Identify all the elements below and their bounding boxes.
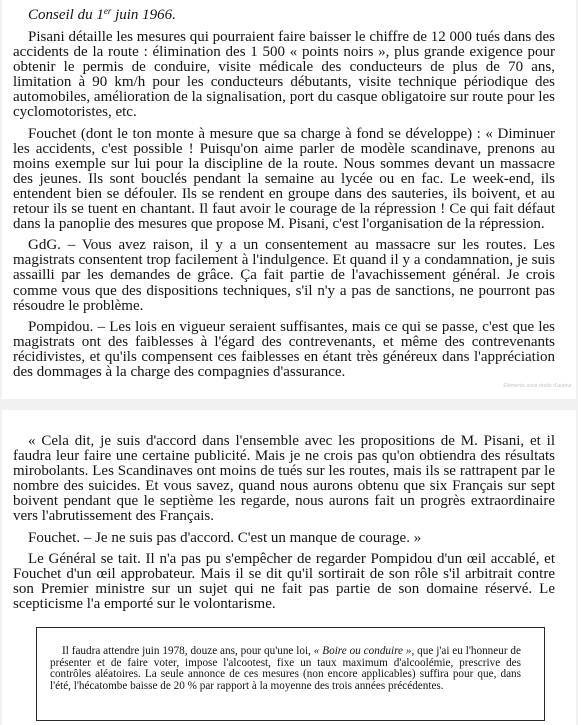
note-law-title: « Boire ou conduire » (313, 645, 412, 657)
paragraph-pisani: Pisani détaille les mesures qui pourraient faire baisser le chiffre de 12 000 tués dans des accidents de la route : élimination des 1 500 « points noirs », plus grande exigence pour obtenir le permis de conduire, visite médicale des conducteurs de plus de 70 ans, limitation à 90 km/h pour les conducteurs débutants, visite technique périodique des automobiles, amélioration de la signalisation, port du casque obligatoire sur route pour les cyclomotoristes, etc. (13, 29, 555, 121)
heading-date-end: juin 1966. (111, 7, 176, 23)
page-top-text (13, 8, 555, 380)
paragraph-fouchet: Fouchet (dont le ton monte à mesure que sa charge à fond se développe) : « Diminuer les accidents, c'est possible ! Puisqu'on aime parler de modèle scandinave, prenons au moins exemple sur lui pour la discipline de la route. Nous sommes devant un massacre des jeunes. Ils sont bouclés pendant la semaine au lycée ou en fac. Le week-end, ils entendent bien se défouler. Ils se rendent en groupe dans des sauteries, ils boivent, et au retour ils se tuent en chantant. Il faut avoir le courage de la répression ! Ce qui fait défaut dans la panoplie des mesures que propose M. Pisani, c'est l'organisation de la répression. (13, 125, 555, 233)
section-heading (13, 8, 555, 23)
note-text-end: , que j'ai eu l'honneur de présenter et de faire voter, impose l'alcootest, fixe un taux maximum d'alcoolémie, prescrive des contrôles aléatoires. La seule annonce de ces mesures (non encore applicables) suffira pour que, dans l'été, l'hécatombe baisse de 20 % par rapport à la moyenne des trois années précédentes. (50, 645, 521, 692)
paragraph-fouchet-reply: Fouchet. – Je ne suis pas d'accord. C'est un manque de courage. » (28, 529, 422, 546)
book-page-top (2, 0, 576, 399)
book-page-bottom (2, 410, 576, 725)
page-bottom-text (13, 434, 555, 612)
copyright-watermark: Éléments sous droits d'auteur (503, 383, 572, 389)
note-text-start: Il faudra attendre juin 1978, douze ans, pour qu'une loi, (62, 645, 314, 657)
paragraph-pompidou: Pompidou. – Les lois en vigueur seraient suffisantes, mais ce qui se passe, c'est que les magistrats ont des faiblesses à l'égard des contrevenants, et même des contrevenants récidivistes, et qu'ils compensent ces faiblesses en étant très généreux dans l'appréciation des dommages à la charge des compagnies d'assurance. (13, 318, 555, 380)
note-text (50, 646, 521, 692)
note-box (36, 627, 545, 721)
paragraph-pompidou-quote: « Cela dit, je suis d'accord dans l'ensemble avec les propositions de M. Pisani, et il faudra leur faire une certaine publicité. Mais je ne crois pas qu'on obtiendra des résultats mirobolants. Les Scandinaves ont moins de tués sur les routes, mais ils se rattrapent par le nombre des suicides. Et vous savez, quand nous aurons obtenu que six Français sur sept boivent pendant que le septième les regarde, nous aurons fait un progrès extraordinaire vers l'abrutissement des Français. (13, 433, 555, 525)
paragraph-gdg: GdG. – Vous avez raison, il y a un consentement au massacre sur les routes. Les magistrats consentent trop facilement à l'indulgence. Et quand il y a condamnation, je suis assailli par les demandes de grâce. Ça fait partie de l'avachissement général. Je crois comme vous que des dispositions techniques, s'il n'y a pas de sanctions, ne pourront pas résoudre le problème. (13, 237, 555, 314)
paragraph-general: Le Général se tait. Il n'a pas pu s'empêcher de regarder Pompidou d'un œil accablé, et Fouchet d'un œil approbateur. Mais il se dit qu'il sortirait de son rôle s'il arbitrait contre son Premier ministre sur un sujet qui ne fait pas partie de son domaine réservé. Le scepticisme l'a emporté sur le volontarisme. (13, 550, 555, 612)
heading-superscript: er (103, 6, 112, 16)
heading-date-start: Conseil du 1 (28, 7, 104, 23)
